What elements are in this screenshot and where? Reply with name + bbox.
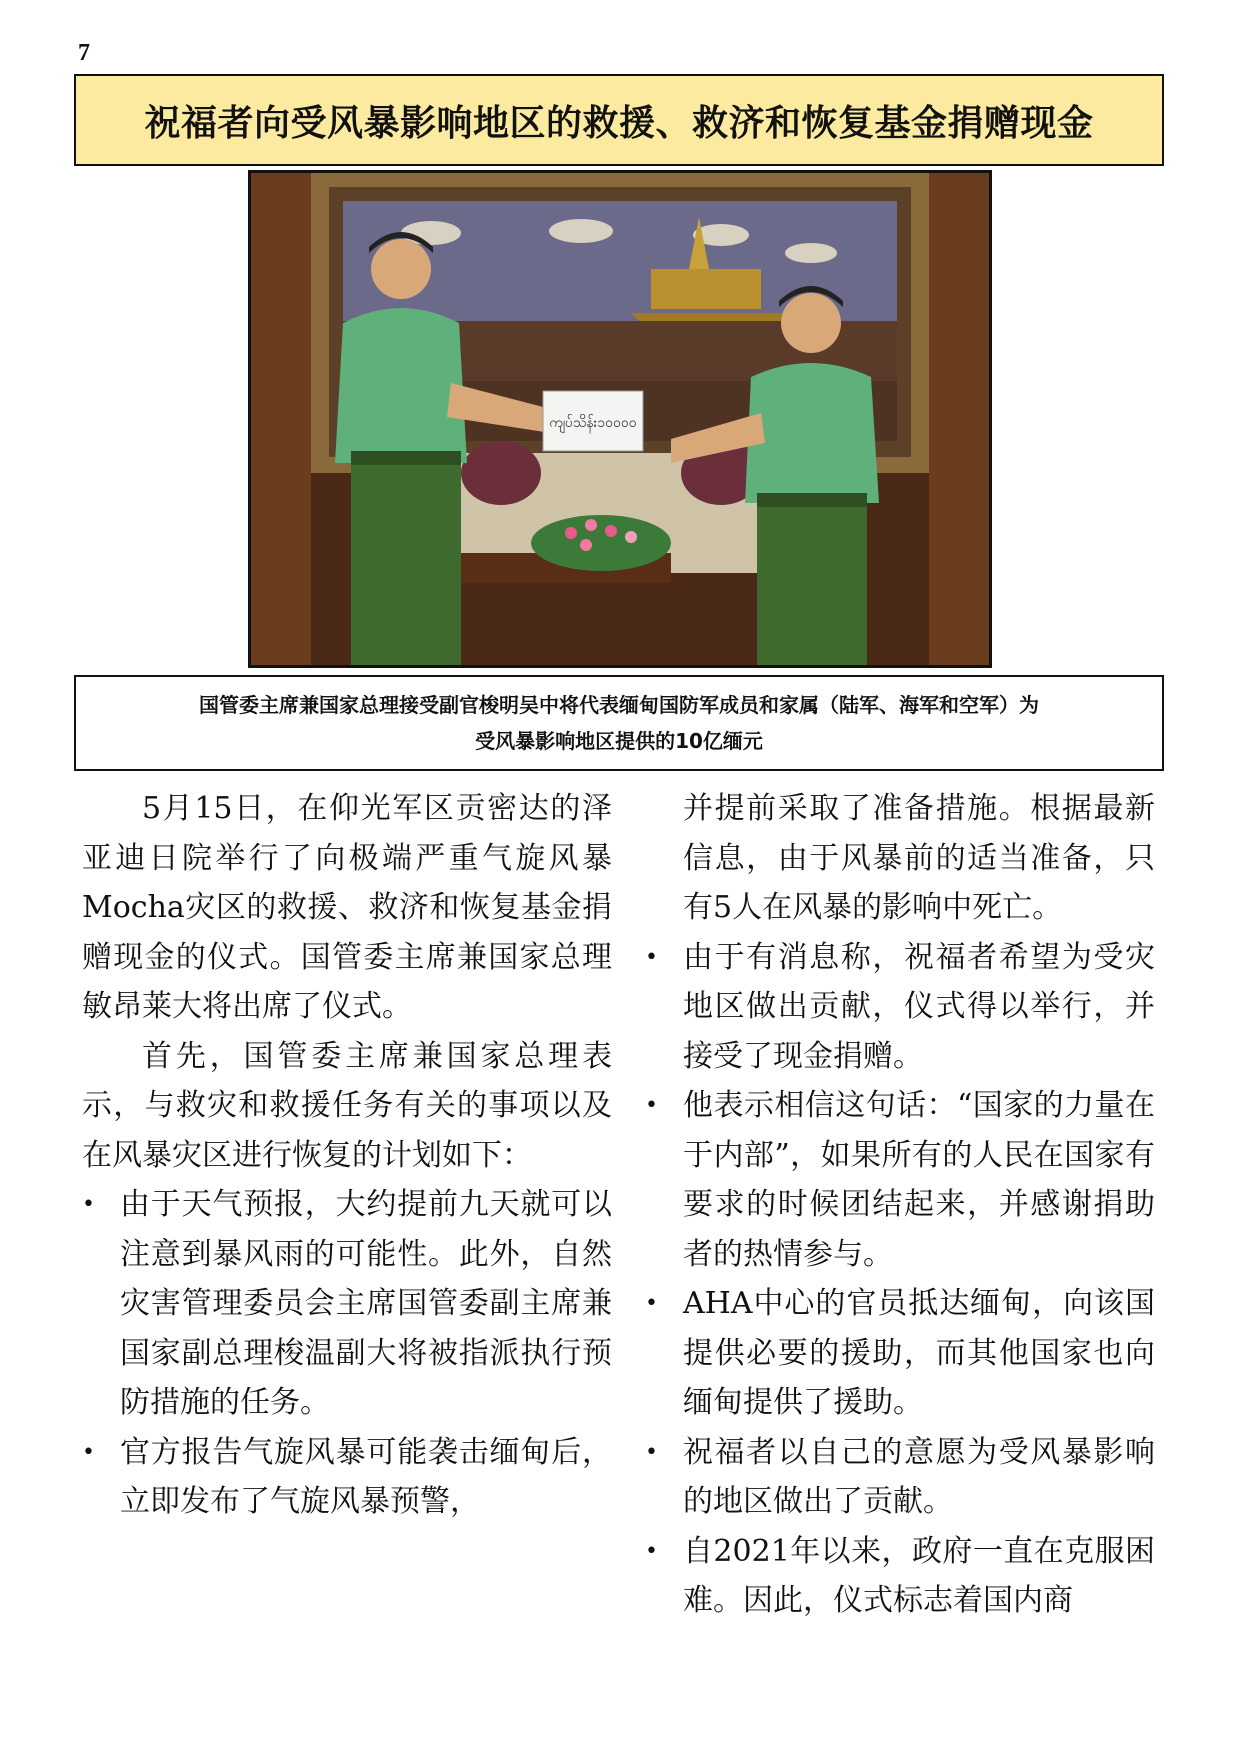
left-column	[82, 784, 612, 1527]
bullet-icon: •	[645, 944, 658, 970]
list-item: • AHA中心的官员抵达缅甸，向该国提供必要的援助，而其他国家也向缅甸提供了援助。	[645, 1279, 1155, 1428]
bullet-icon: •	[82, 1192, 95, 1217]
bullet-list-left	[82, 1180, 612, 1527]
list-item: • 他表示相信这句话：“国家的力量在于内部”，如果所有的人民在国家有要求的时候团结起来，并感谢捐助者的热情参与。	[645, 1081, 1155, 1279]
right-column	[645, 784, 1155, 1626]
list-item: • 自2021年以来，政府一直在克服困难。因此，仪式标志着国内商	[645, 1527, 1155, 1626]
bullet-icon: •	[645, 1538, 658, 1564]
list-item: • 由于天气预报，大约提前九天就可以注意到暴风雨的可能性。此外，自然灾害管理委员会主席国管委副主席兼国家副总理梭温副大将被指派执行预防措施的任务。	[82, 1180, 612, 1428]
bullet-icon: •	[645, 1291, 658, 1316]
bullet-icon: •	[645, 1439, 658, 1465]
list-item: • 祝福者以自己的意愿为受风暴影响的地区做出了贡献。	[645, 1428, 1155, 1527]
donation-box-label: ကျပ်သိန်း၁၀၀၀၀	[549, 415, 637, 431]
caption-line-2: 受风暴影响地区提供的10亿缅元	[475, 729, 763, 753]
bullet-icon: •	[645, 1093, 658, 1118]
page-title: 祝福者向受风暴影响地区的救援、救济和恢复基金捐赠现金	[74, 74, 1164, 166]
list-item: • 官方报告气旋风暴可能袭击缅甸后，立即发布了气旋风暴预警，	[82, 1428, 612, 1527]
photo-caption	[74, 675, 1164, 771]
bullet-icon: •	[82, 1439, 95, 1465]
page-number: 7	[78, 40, 90, 66]
list-item: • 由于有消息称，祝福者希望为受灾地区做出贡献，仪式得以举行，并接受了现金捐赠。	[645, 933, 1155, 1082]
continuation-text: 并提前采取了准备措施。根据最新信息，由于风暴前的适当准备，只有5人在风暴的影响中死亡。	[683, 791, 1155, 925]
caption-line-1: 国管委主席兼国家总理接受副官梭明吴中将代表缅甸国防军成员和家属（陆军、海军和空军）为	[199, 693, 1039, 717]
bullet-list-right	[645, 933, 1155, 1626]
paragraph-1: 5月15日，在仰光军区贡密达的泽亚迪日院举行了向极端严重气旋风暴Mocha灾区的救援、救济和恢复基金捐赠现金的仪式。国管委主席兼国家总理敏昂莱大将出席了仪式。	[82, 791, 612, 1024]
paragraph-2: 首先，国管委主席兼国家总理表示，与救灾和救援任务有关的事项以及在风暴灾区进行恢复的计划如下：	[82, 1038, 612, 1173]
news-photo	[248, 170, 992, 668]
